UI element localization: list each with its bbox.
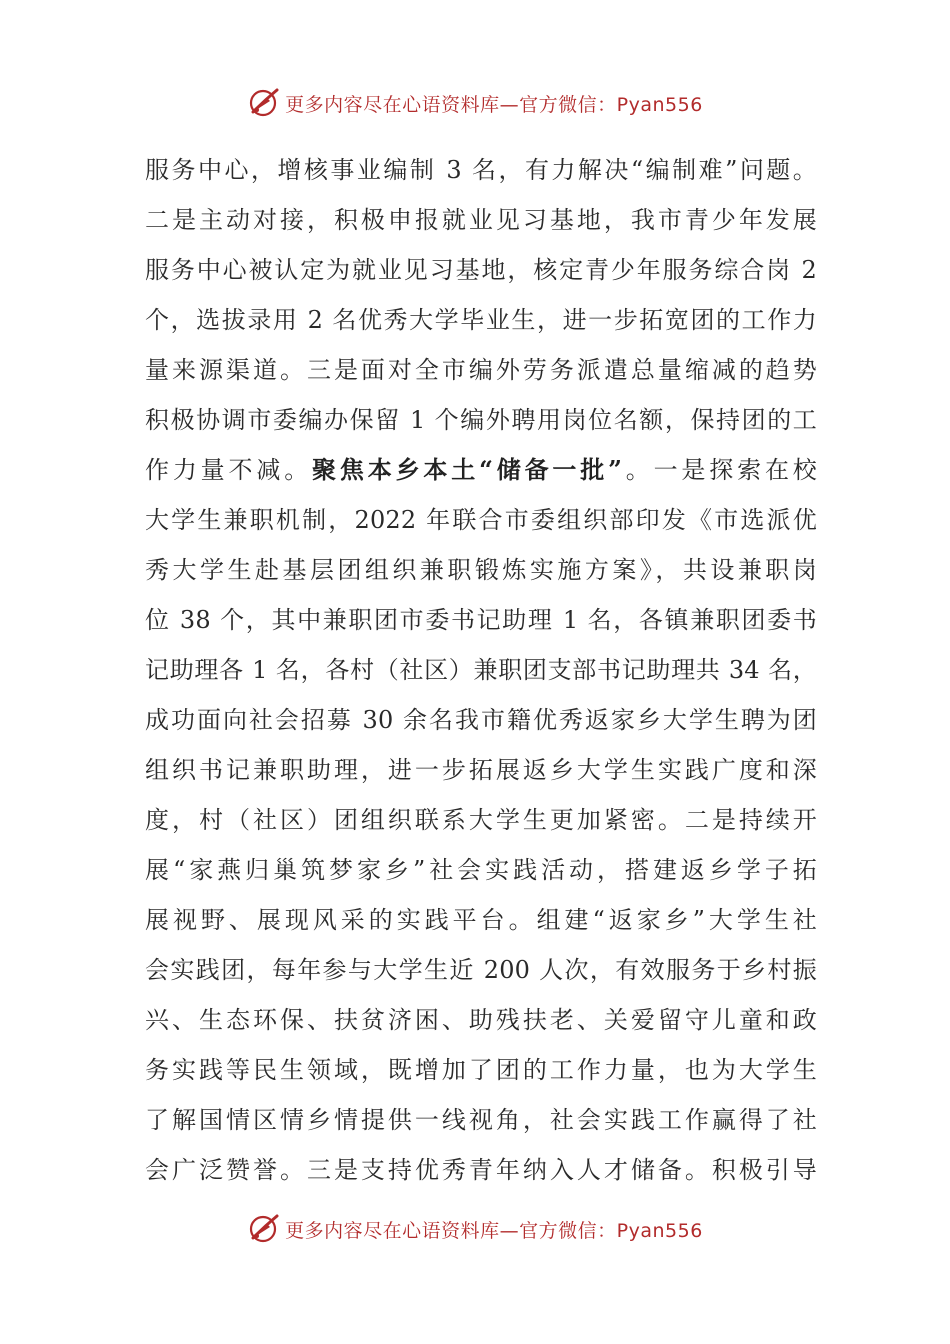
brush-pen-logo-icon	[247, 86, 281, 120]
body-line: 二是主动对接，积极申报就业见习基地，我市青少年发展	[145, 206, 817, 234]
body-line: 积极协调市委编办保留 1 个编外聘用岗位名额，保持团的工	[145, 406, 817, 434]
body-line-text: 作力量不减。	[145, 456, 313, 484]
body-line: 服务中心被认定为就业见习基地，核定青少年服务综合岗 2	[145, 256, 817, 284]
body-line: 秀大学生赴基层团组织兼职锻炼实施方案》，共设兼职岗	[145, 556, 817, 584]
body-line: 了解国情区情乡情提供一线视角，社会实践工作赢得了社	[145, 1106, 817, 1134]
footer-banner	[0, 1209, 950, 1249]
body-line: 展视野、展现风采的实践平台。组建“返家乡”大学生社	[145, 906, 817, 934]
body-line: 服务中心，增核事业编制 3 名，有力解决“编制难”问题。	[145, 156, 817, 184]
body-line: 量来源渠道。三是面对全市编外劳务派遣总量缩减的趋势	[145, 356, 817, 384]
body-line: 位 38 个，其中兼职团市委书记助理 1 名，各镇兼职团委书	[145, 606, 817, 634]
header-banner	[0, 83, 950, 123]
body-line: 组织书记兼职助理，进一步拓展返乡大学生实践广度和深	[145, 756, 817, 784]
document-body	[145, 145, 817, 1195]
header-banner-text: 更多内容尽在心语资料库—官方微信：Pyan556	[285, 93, 703, 116]
bold-heading: 聚焦本乡本土“储备一批”	[312, 455, 623, 484]
body-line: 展“家燕归巢筑梦家乡”社会实践活动，搭建返乡学子拓	[145, 856, 817, 884]
body-line: 个，选拔录用 2 名优秀大学毕业生，进一步拓宽团的工作力	[145, 306, 817, 334]
body-line: 成功面向社会招募 30 余名我市籍优秀返家乡大学生聘为团	[145, 706, 817, 734]
footer-banner-text: 更多内容尽在心语资料库—官方微信：Pyan556	[285, 1219, 703, 1242]
body-line: 度，村（社区）团组织联系大学生更加紧密。二是持续开	[145, 806, 817, 834]
brush-pen-logo-icon	[247, 1212, 281, 1246]
body-line: 会广泛赞誉。三是支持优秀青年纳入人才储备。积极引导	[145, 1156, 817, 1184]
body-line: 大学生兼职机制，2022 年联合市委组织部印发《市选派优	[145, 506, 817, 534]
body-line	[145, 445, 817, 495]
body-line: 务实践等民生领域，既增加了团的工作力量，也为大学生	[145, 1056, 817, 1084]
body-line: 记助理各 1 名，各村（社区）兼职团支部书记助理共 34 名，	[145, 656, 817, 684]
body-line: 会实践团，每年参与大学生近 200 人次，有效服务于乡村振	[145, 956, 817, 984]
body-line-text: 。一是探索在校	[622, 456, 817, 484]
body-line: 兴、生态环保、扶贫济困、助残扶老、关爱留守儿童和政	[145, 1006, 817, 1034]
